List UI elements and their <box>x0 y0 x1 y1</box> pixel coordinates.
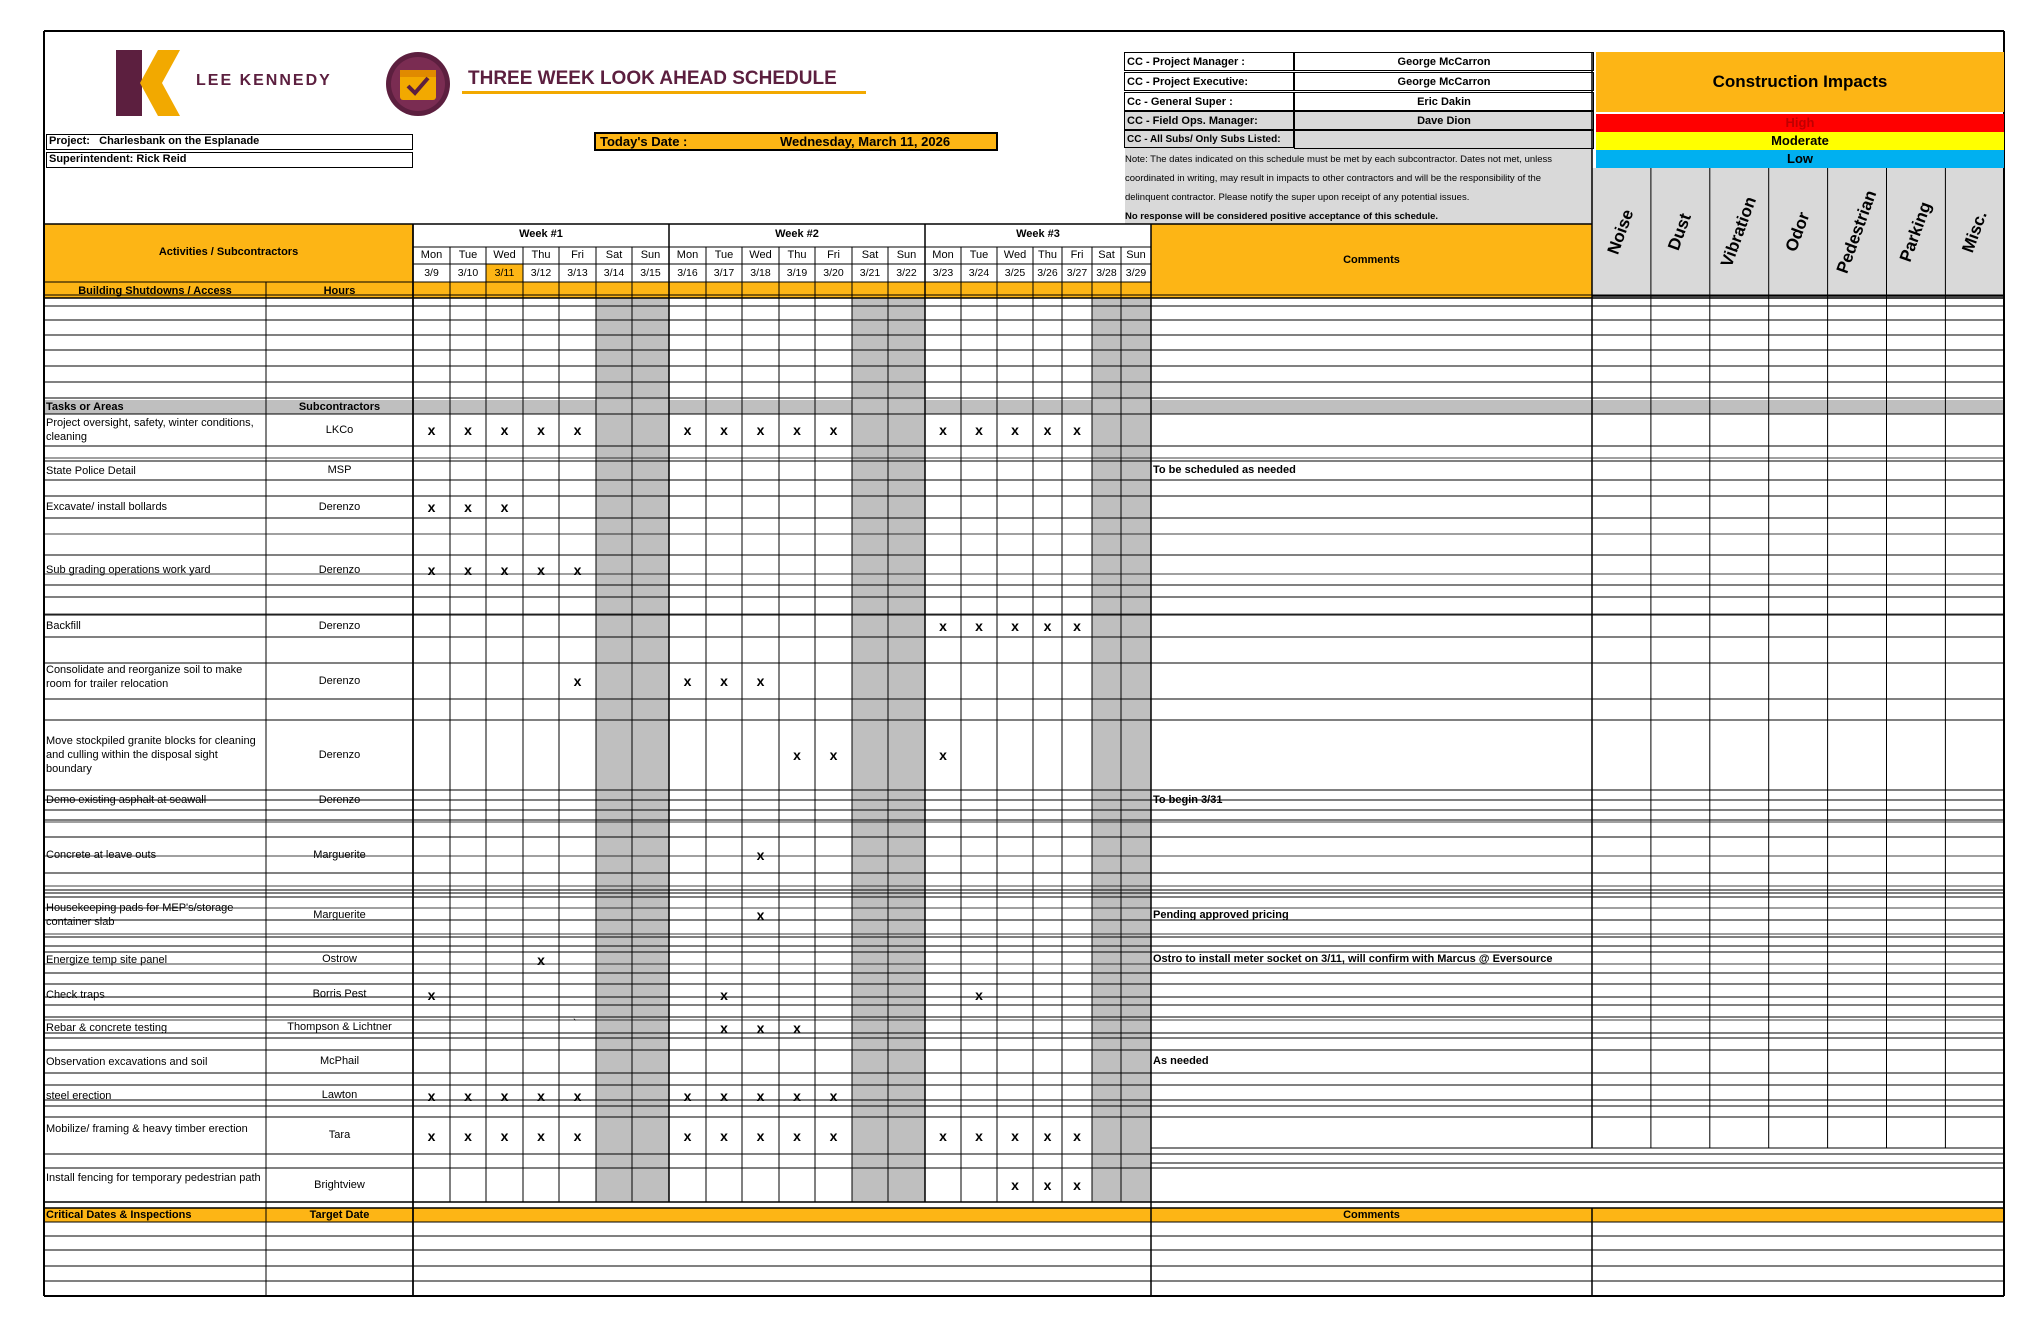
task-comment: As needed <box>1153 1055 1209 1067</box>
schedule-mark: x <box>1011 422 1019 438</box>
schedule-mark: x <box>793 1019 801 1036</box>
schedule-mark: x <box>464 1127 472 1144</box>
shutdown-header: Building Shutdowns / Access <box>78 285 232 297</box>
impact-high: High <box>1596 114 2004 132</box>
schedule-mark: x <box>756 1087 765 1104</box>
schedule-mark: x <box>975 422 983 438</box>
note-line: delinquent contractor. Please notify the super upon receipt of any potential issues. <box>1125 192 1470 203</box>
schedule-mark: x <box>537 1127 545 1144</box>
date-label: 3/28 <box>1096 267 1117 279</box>
schedule-mark: x <box>720 422 728 438</box>
task-name: Check traps <box>46 988 105 1001</box>
schedule-mark: x <box>1073 618 1081 634</box>
task-name: Concrete at leave outs <box>46 849 157 861</box>
task-subcontractor: Thompson & Lichtner <box>287 1021 392 1033</box>
todays-date-label: Today's Date : <box>600 134 688 149</box>
schedule-mark: x <box>500 562 509 578</box>
day-label: Thu <box>531 249 551 261</box>
schedule-mark: x <box>756 1019 765 1036</box>
day-label: Sun <box>896 249 917 261</box>
date-label: 3/13 <box>567 267 588 279</box>
weekend-shade <box>888 298 925 1202</box>
date-label: 3/18 <box>750 267 771 279</box>
schedule-mark: x <box>683 673 692 689</box>
calendar-check-icon <box>380 50 460 120</box>
schedule-mark: x <box>1011 1127 1019 1144</box>
task-comment: Pending approved pricing <box>1153 908 1289 921</box>
weekend-shade <box>1121 298 1151 1202</box>
day-label: Mon <box>932 249 954 261</box>
day-label: Sat <box>861 249 879 261</box>
task-subcontractor: Tara <box>328 1129 351 1141</box>
day-label: Wed <box>749 249 772 261</box>
schedule-mark: x <box>756 1127 765 1144</box>
schedule-mark: x <box>500 1127 509 1144</box>
schedule-mark: x <box>829 1087 838 1104</box>
schedule-mark: x <box>427 1127 436 1144</box>
cc-role: CC - Field Ops. Manager: <box>1124 111 1294 130</box>
task-subcontractor: Marguerite <box>313 908 366 921</box>
schedule-mark: x <box>500 1087 509 1104</box>
task-name: Energize temp site panel <box>46 953 168 966</box>
date-label: 3/25 <box>1004 267 1026 279</box>
schedule-mark: x <box>939 422 947 438</box>
target-date-header: Target Date <box>309 1209 370 1221</box>
day-label: Fri <box>571 249 584 261</box>
project-label: Project: <box>49 135 90 147</box>
impact-moderate: Moderate <box>1596 132 2004 150</box>
day-label: Thu <box>787 249 807 261</box>
schedule-mark: x <box>793 747 801 763</box>
schedule-mark: x <box>756 907 765 923</box>
impact-column-label: Odor <box>1781 209 1814 255</box>
schedule-mark: x <box>793 422 801 438</box>
week-label: Week #3 <box>1016 228 1060 240</box>
impact-low: Low <box>1596 150 2004 168</box>
schedule-mark: x <box>793 1087 801 1104</box>
title-underline <box>462 91 866 94</box>
schedule-mark: x <box>500 422 509 438</box>
schedule-mark: x <box>1043 422 1052 438</box>
schedule-mark: x <box>1043 618 1052 634</box>
date-label: 3/12 <box>530 267 552 279</box>
hours-header: Hours <box>323 285 356 297</box>
task-name: Rebar & concrete testing <box>46 1021 168 1034</box>
weekend-shade <box>852 298 888 1202</box>
tasks-comment-fill <box>1151 400 2004 414</box>
task-subcontractor: Marguerite <box>313 848 366 861</box>
date-label: 3/15 <box>640 267 661 279</box>
weekend-shade <box>596 298 632 1202</box>
date-label: 3/20 <box>823 267 844 279</box>
date-label: 3/23 <box>932 267 954 279</box>
schedule-mark: x <box>939 1127 947 1144</box>
impact-column-label: Dust <box>1664 210 1696 253</box>
day-label: Sat <box>605 249 623 261</box>
task-name: steel erection <box>46 1089 112 1102</box>
day-label: Sun <box>640 249 661 261</box>
task-subcontractor: MSP <box>327 464 352 476</box>
task-subcontractor: McPhail <box>319 1055 360 1067</box>
task-name: Install fencing for temporary pedestrian path <box>46 1172 261 1184</box>
logo-name: LEE KENNEDY <box>196 72 332 89</box>
task-comment: To be scheduled as needed <box>1153 464 1296 476</box>
schedule-mark: x <box>683 422 692 438</box>
task-name: Observation excavations and soil <box>46 1055 208 1068</box>
day-label: Wed <box>1003 249 1027 261</box>
task-name: Backfill <box>46 620 81 632</box>
schedule-mark: x <box>756 673 765 689</box>
note-line: coordinated in writing, may result in impacts to other contractors and will be the responsibility of the <box>1125 173 1542 184</box>
schedule-mark: x <box>464 1087 472 1104</box>
task-name: Move stockpiled granite blocks for cleaning and culling within the disposal sight boundary <box>46 735 256 775</box>
todays-date-box <box>594 132 998 151</box>
critical-comments-header: Comments <box>1343 1209 1400 1221</box>
schedule-mark: x <box>537 951 545 968</box>
schedule-mark: x <box>975 618 983 634</box>
impact-column-label: Misc. <box>1958 208 1991 256</box>
cc-name: George McCarron <box>1294 72 1594 91</box>
date-label: 3/29 <box>1125 267 1147 279</box>
activities-header: Activities / Subcontractors <box>158 246 299 258</box>
date-label: 3/14 <box>603 267 625 279</box>
schedule-mark: x <box>1043 1127 1052 1144</box>
project-name: Charlesbank on the Esplanade <box>99 135 260 147</box>
impact-column-label: Pedestrian <box>1832 187 1881 276</box>
day-label: Tue <box>969 249 989 261</box>
date-label: 3/19 <box>786 267 808 279</box>
schedule-mark: x <box>427 562 436 578</box>
schedule-mark: x <box>720 1087 728 1104</box>
day-label: Mon <box>676 249 699 261</box>
schedule-mark: x <box>427 499 436 515</box>
schedule-mark: x <box>427 1087 436 1104</box>
task-name: Housekeeping pads for MEP's/storage container slab <box>46 902 234 928</box>
schedule-mark: x <box>537 1087 545 1104</box>
day-label: Sat <box>1098 249 1115 261</box>
schedule-mark: x <box>1073 1177 1081 1193</box>
task-subcontractor: Derenzo <box>318 619 361 632</box>
logo-bar <box>116 50 142 116</box>
task-subcontractor: Borris Pest <box>312 988 367 1000</box>
task-name: Mobilize/ framing & heavy timber erection <box>46 1122 248 1135</box>
task-subcontractor: Derenzo <box>318 500 361 513</box>
note-bold: No response will be considered positive acceptance of this schedule. <box>1125 211 1439 222</box>
day-label: Tue <box>714 249 734 261</box>
todays-date-value: Wednesday, March 11, 2026 <box>780 134 951 149</box>
task-name: Sub grading operations work yard <box>46 564 211 576</box>
task-comment: To begin 3/31 <box>1153 793 1223 806</box>
schedule-mark: x <box>427 986 436 1003</box>
schedule-mark: x <box>720 1019 728 1036</box>
schedule-mark: x <box>537 422 545 438</box>
schedule-mark: x <box>464 562 472 578</box>
schedule-mark: x <box>939 618 947 634</box>
note-line: Note: The dates indicated on this schedule must be met by each subcontractor. Dates not met, unless <box>1125 154 1553 165</box>
task-name: Demo existing asphalt at seawall <box>46 794 207 806</box>
schedule-mark: x <box>720 986 728 1003</box>
task-subcontractor: LKCo <box>325 423 354 436</box>
schedule-title: THREE WEEK LOOK AHEAD SCHEDULE <box>468 68 837 89</box>
critical-day-fill <box>413 1208 1151 1222</box>
day-label: Mon <box>420 249 443 261</box>
cc-role: CC - Project Manager : <box>1124 52 1294 71</box>
schedule-mark: x <box>427 422 436 438</box>
logo-k-chevron <box>140 50 200 116</box>
schedule-mark: x <box>720 1127 728 1144</box>
impact-column-label: Noise <box>1604 206 1638 257</box>
task-subcontractor: Lawton <box>321 1089 358 1101</box>
task-comment: Ostro to install meter socket on 3/11, will confirm with Marcus @ Eversource <box>1153 953 1553 965</box>
schedule-mark: x <box>573 1087 582 1104</box>
schedule-mark: x <box>573 562 582 578</box>
date-label: 3/22 <box>896 267 917 279</box>
week-label: Week #2 <box>775 228 819 240</box>
critical-header: Critical Dates & Inspections <box>46 1209 192 1221</box>
date-label: 3/16 <box>677 267 698 279</box>
schedule-mark: x <box>1073 1127 1081 1144</box>
cc-name: George McCarron <box>1294 52 1594 71</box>
task-name: Excavate/ install bollards <box>46 501 168 513</box>
schedule-mark: x <box>1011 618 1019 634</box>
date-label: 3/11 <box>494 267 515 279</box>
date-label: 3/26 <box>1037 267 1058 279</box>
schedule-mark: x <box>573 1127 582 1144</box>
task-subcontractor: Derenzo <box>318 674 361 687</box>
tasks-day-fill <box>413 400 1151 414</box>
day-label: Wed <box>493 249 516 261</box>
date-label: 3/21 <box>859 267 881 279</box>
schedule-mark: x <box>1043 1177 1052 1193</box>
schedule-mark: x <box>683 1127 692 1144</box>
schedule-mark: x <box>573 673 582 689</box>
task-name: State Police Detail <box>46 464 136 477</box>
weekend-shade <box>1092 298 1121 1202</box>
task-subcontractor: Derenzo <box>318 563 361 576</box>
cc-role: CC - Project Executive: <box>1124 72 1294 91</box>
cc-name: Dave Dion <box>1294 111 1594 130</box>
schedule-mark: x <box>464 422 472 438</box>
schedule-mark: x <box>573 422 582 438</box>
day-label: Sun <box>1126 249 1146 261</box>
schedule-mark: x <box>829 1127 838 1144</box>
date-label: 3/17 <box>713 267 735 279</box>
subs-header: Subcontractors <box>298 401 381 413</box>
cc-name: Eric Dakin <box>1294 92 1594 111</box>
schedule-mark: x <box>720 673 728 689</box>
task-subcontractor: Derenzo <box>318 793 361 806</box>
day-label: Fri <box>1070 249 1084 261</box>
schedule-mark: x <box>537 562 545 578</box>
cc-role: Cc - General Super : <box>1124 92 1294 111</box>
comments-header: Comments <box>1343 254 1400 266</box>
tick-mark: ` <box>573 1018 577 1030</box>
day-label: Tue <box>458 249 478 261</box>
schedule-mark: x <box>500 499 509 515</box>
schedule-mark: x <box>793 1127 801 1144</box>
cc-name <box>1294 130 1594 149</box>
schedule-mark: x <box>756 847 765 863</box>
schedule-mark: x <box>829 422 838 438</box>
day-label: Fri <box>827 249 840 261</box>
impact-column-label: Parking <box>1895 199 1936 265</box>
date-label: 3/27 <box>1066 267 1088 279</box>
schedule-mark: x <box>1011 1177 1019 1193</box>
schedule-mark: x <box>829 747 838 763</box>
note-block <box>1125 150 1595 226</box>
schedule-mark: x <box>756 422 765 438</box>
tasks-header: Tasks or Areas <box>46 401 124 413</box>
date-label: 3/9 <box>424 267 439 279</box>
task-name: Project oversight, safety, winter conditions, cleaning <box>46 417 254 443</box>
schedule-mark: x <box>939 747 947 763</box>
task-subcontractor: Ostrow <box>322 953 357 965</box>
week-label: Week #1 <box>519 228 563 240</box>
shutdown-day-fill <box>413 282 1151 298</box>
date-label: 3/24 <box>968 267 990 279</box>
impact-column-label: Vibration <box>1717 194 1761 270</box>
schedule-mark: x <box>1073 422 1081 438</box>
task-subcontractor: Brightview <box>314 1178 365 1191</box>
task-subcontractor: Derenzo <box>318 748 361 761</box>
schedule-mark: x <box>683 1087 692 1104</box>
construction-impacts-title: Construction Impacts <box>1596 52 2004 112</box>
task-name: Consolidate and reorganize soil to make room for trailer relocation <box>46 664 243 690</box>
schedule-mark: x <box>975 1127 983 1144</box>
day-label: Thu <box>1038 249 1057 261</box>
schedule-mark: x <box>464 499 472 515</box>
cc-role: CC - All Subs/ Only Subs Listed: <box>1124 130 1294 148</box>
weekend-shade <box>632 298 669 1202</box>
superintendent: Superintendent: Rick Reid <box>46 152 413 168</box>
date-label: 3/10 <box>457 267 479 279</box>
project-box <box>46 134 413 150</box>
schedule-mark: x <box>975 986 983 1003</box>
